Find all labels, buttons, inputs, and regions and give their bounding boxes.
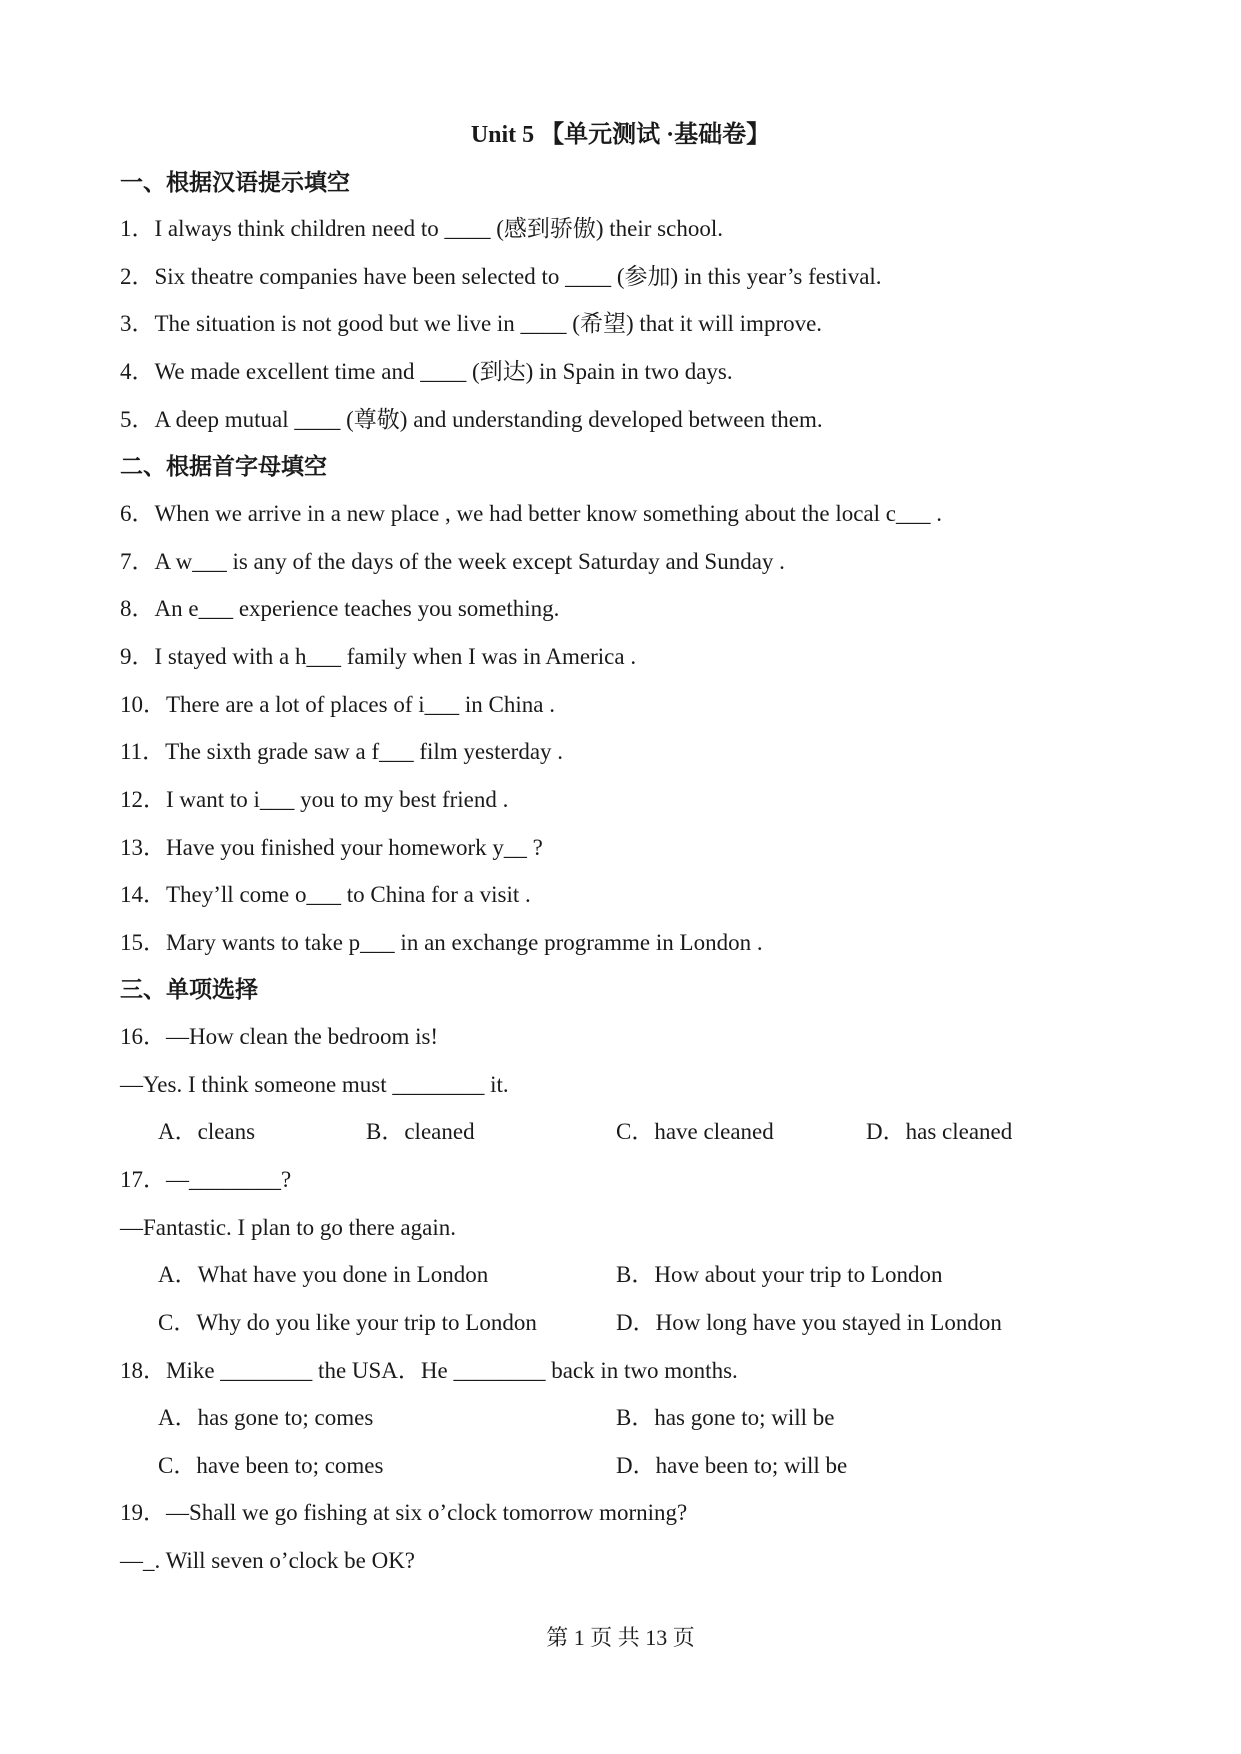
question-16-prompt: 16．—How clean the bedroom is!: [120, 1024, 439, 1049]
option-18-b: B．has gone to; will be: [616, 1405, 835, 1430]
question-4: 4．We made excellent time and ____ (到达) in Spain in two days.: [120, 359, 733, 384]
question-12: 12．I want to i___ you to my best friend .: [120, 787, 509, 812]
option-18-c: C．have been to; comes: [158, 1453, 384, 1478]
option-17-b: B．How about your trip to London: [616, 1262, 943, 1287]
question-14: 14．They’ll come o___ to China for a visit .: [120, 882, 531, 907]
page-title: Unit 5 【单元测试 ·基础卷】: [470, 122, 771, 148]
question-9: 9．I stayed with a h___ family when I was in America .: [120, 644, 637, 669]
question-2: 2．Six theatre companies have been selected to ____ (参加) in this year’s festival.: [120, 264, 882, 289]
question-19-prompt: 19．—Shall we go fishing at six o’clock tomorrow morning?: [120, 1500, 688, 1525]
section-heading-1: 一、根据汉语提示填空: [120, 170, 350, 196]
page-footer: 第 1 页 共 13 页: [546, 1625, 695, 1650]
question-15: 15．Mary wants to take p___ in an exchange programme in London .: [120, 930, 763, 955]
question-16-reply: —Yes. I think someone must ________ it.: [120, 1072, 509, 1097]
option-18-a: A．has gone to; comes: [158, 1405, 374, 1430]
question-7: 7．A w___ is any of the days of the week except Saturday and Sunday .: [120, 549, 785, 574]
question-19-reply: —_. Will seven o’clock be OK?: [120, 1548, 416, 1573]
question-3: 3．The situation is not good but we live in ____ (希望) that it will improve.: [120, 311, 823, 336]
question-6: 6．When we arrive in a new place , we had better know something about the local c___ .: [120, 501, 942, 526]
option-17-c: C．Why do you like your trip to London: [158, 1310, 537, 1335]
question-13: 13．Have you finished your homework y__ ?: [120, 835, 543, 860]
section-heading-2: 二、根据首字母填空: [120, 454, 327, 480]
question-11: 11．The sixth grade saw a f___ film yesterday .: [120, 739, 564, 764]
question-10: 10．There are a lot of places of i___ in China .: [120, 692, 555, 717]
option-16-a: A．cleans: [158, 1119, 256, 1144]
question-17-prompt: 17．—________?: [120, 1167, 292, 1192]
question-18: 18．Mike ________ the USA．He ________ back in two months.: [120, 1358, 738, 1383]
option-17-a: A．What have you done in London: [158, 1262, 489, 1287]
question-5: 5．A deep mutual ____ (尊敬) and understanding developed between them.: [120, 407, 823, 432]
section-heading-3: 三、单项选择: [120, 977, 258, 1003]
question-17-reply: —Fantastic. I plan to go there again.: [120, 1215, 456, 1240]
option-17-d: D．How long have you stayed in London: [616, 1310, 1002, 1335]
option-18-d: D．have been to; will be: [616, 1453, 848, 1478]
question-1: 1．I always think children need to ____ (感到骄傲) their school.: [120, 216, 723, 241]
question-8: 8．An e___ experience teaches you something.: [120, 596, 560, 621]
option-16-b: B．cleaned: [366, 1119, 475, 1144]
option-16-c: C．have cleaned: [616, 1119, 774, 1144]
option-16-d: D．has cleaned: [866, 1119, 1013, 1144]
